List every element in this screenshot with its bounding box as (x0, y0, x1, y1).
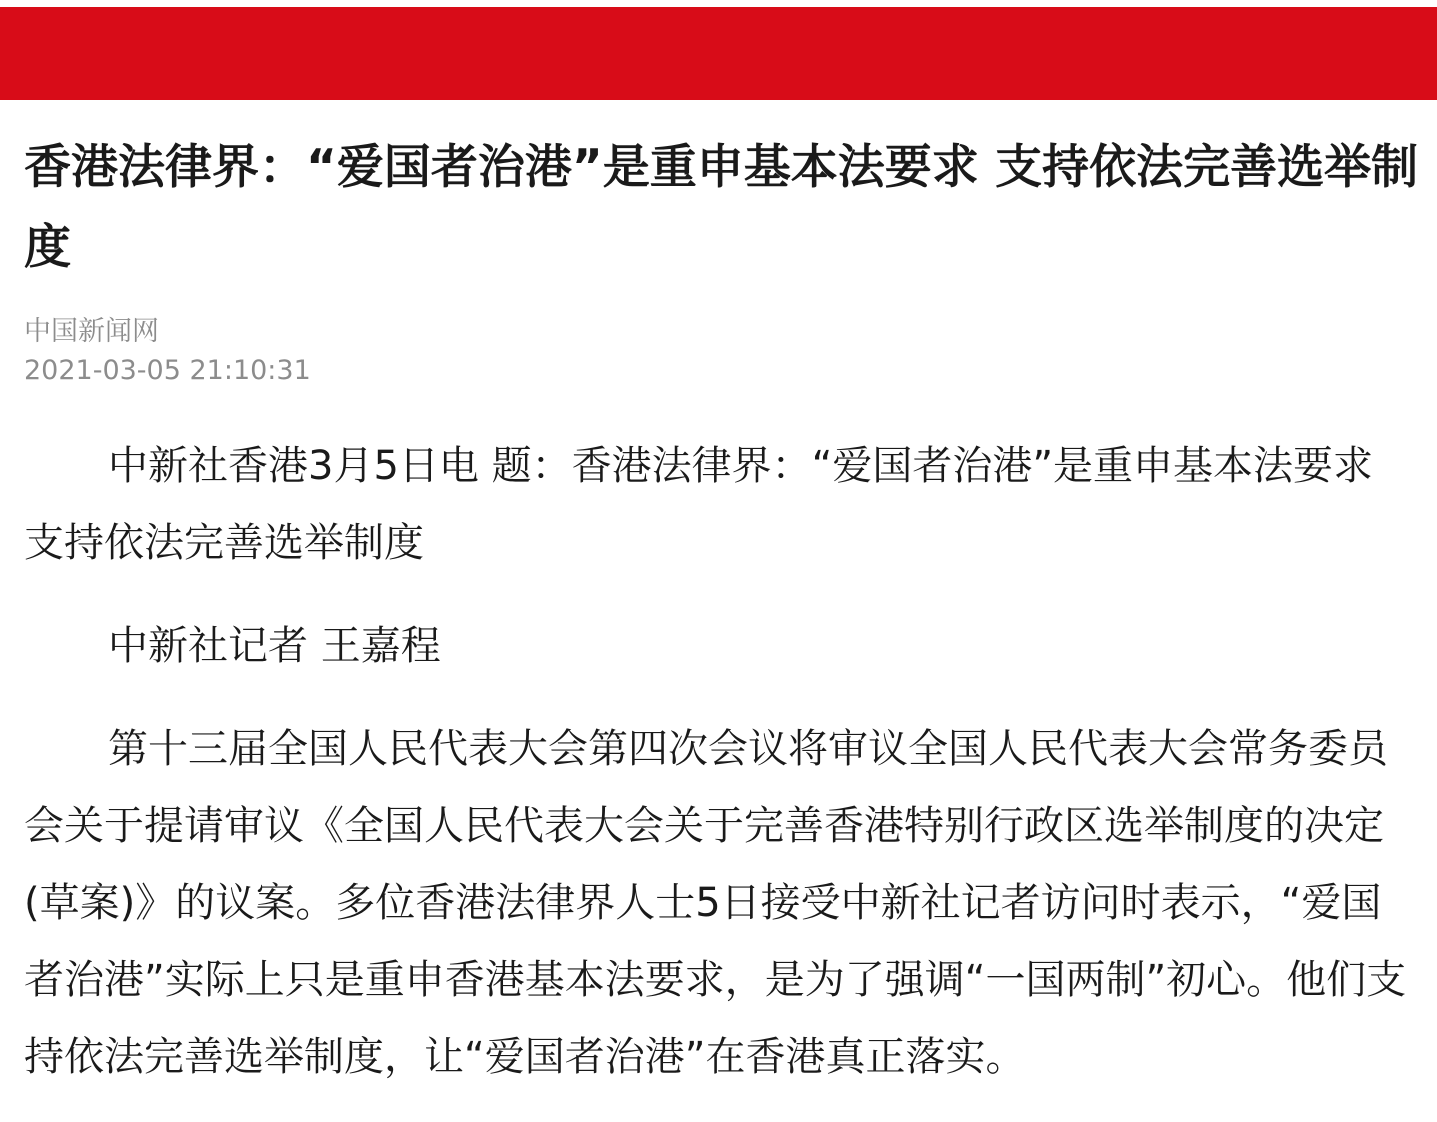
article-paragraph: 第十三届全国人民代表大会第四次会议将审议全国人民代表大会常务委员会关于提请审议《全国人民代表大会关于完善香港特别行政区选举制度的决定(草案)》的议案。多位香港法律界人士5日接受中新社记者访问时表示，“爱国者治港”实际上只是重申香港基本法要求，是为了强调“一国两制”初心。他们支持依法完善选举制度，让“爱国者治港”在香港真正落实。 (24, 726, 1407, 1080)
article-title: 香港法律界：“爱国者治港”是重申基本法要求 支持依法完善选举制度 (24, 140, 1419, 275)
article-paragraph: 中新社记者 王嘉程 (108, 623, 441, 669)
top-red-bar (0, 7, 1437, 100)
article-source: 中国新闻网 (24, 316, 159, 347)
article-datetime: 2021-03-05 21:10:31 (24, 355, 311, 386)
article-body (24, 428, 1416, 1122)
article-paragraph: 中新社香港3月5日电 题：香港法律界：“爱国者治港”是重申基本法要求 支持依法完善选举制度 (24, 443, 1374, 566)
article-meta (24, 312, 311, 390)
